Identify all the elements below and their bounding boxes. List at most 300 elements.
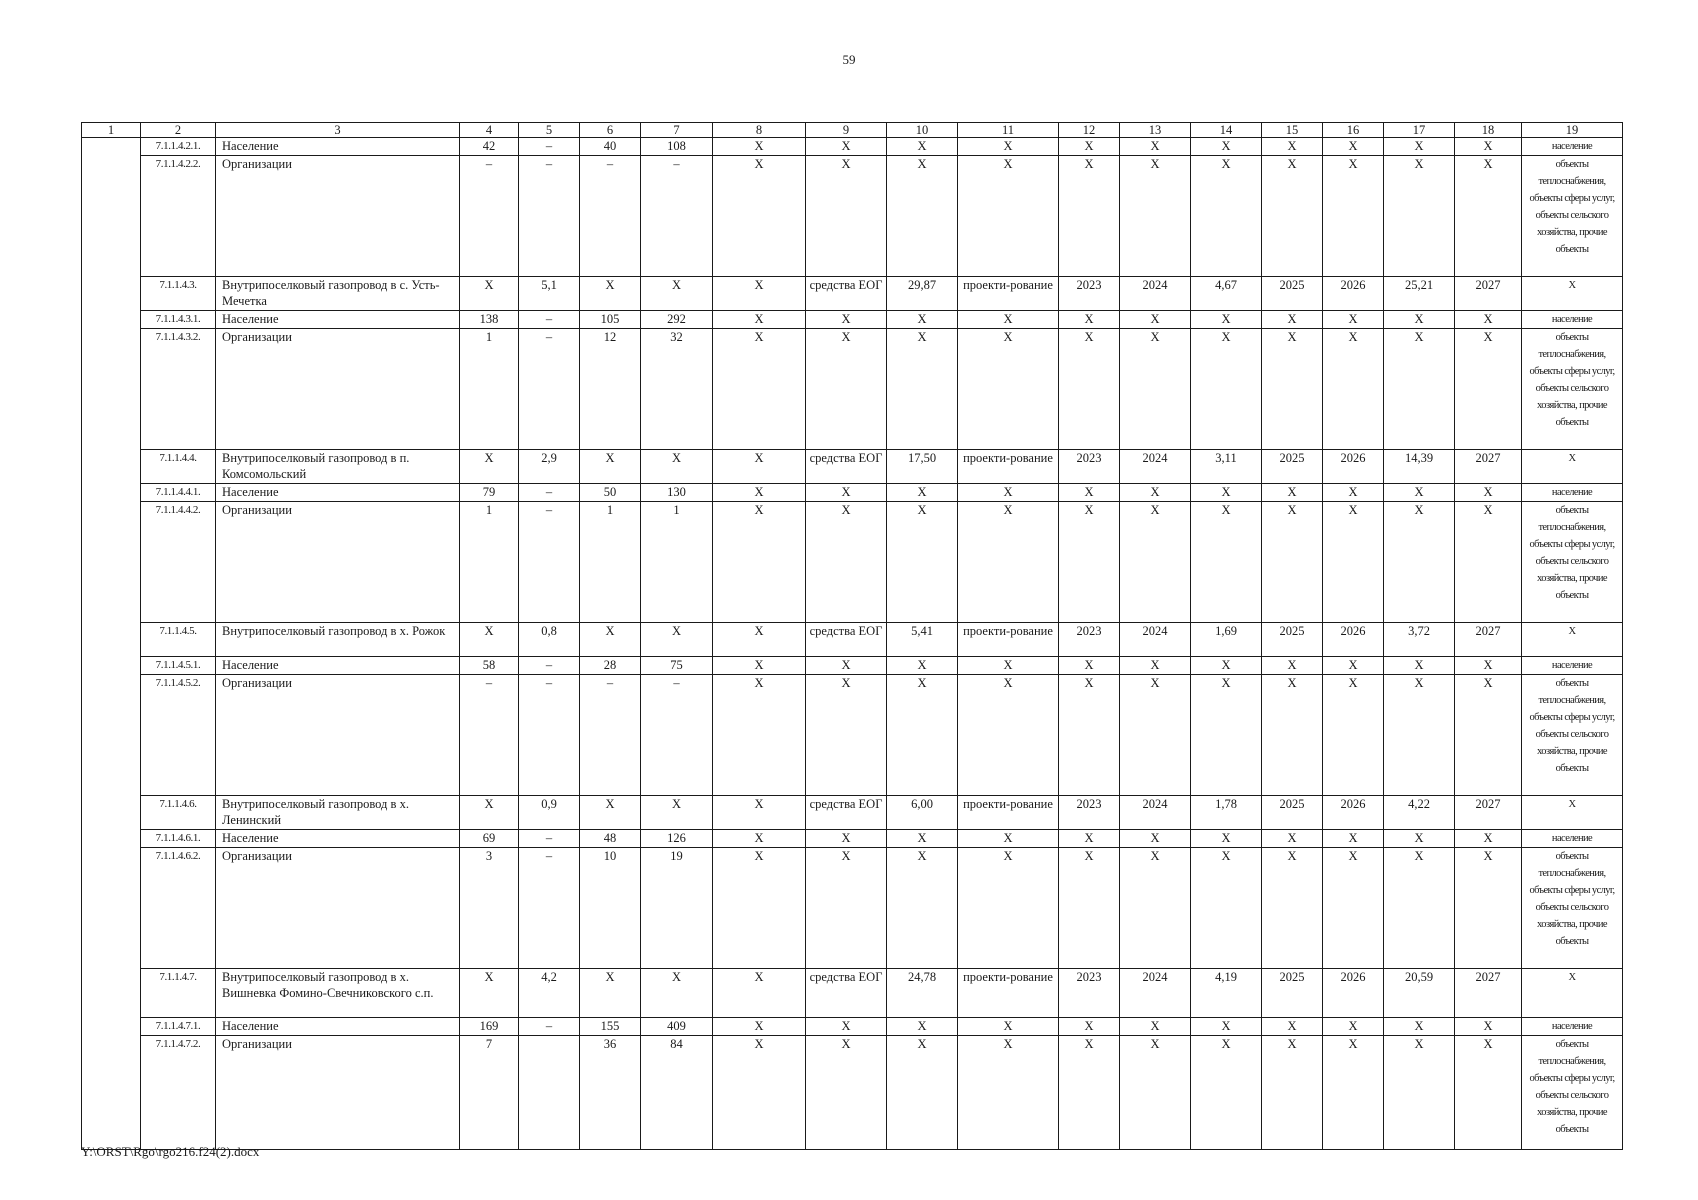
table-cell: Х xyxy=(1455,138,1522,156)
header-cell: 14 xyxy=(1191,123,1262,138)
table-cell: население xyxy=(1522,311,1623,329)
table-cell: Х xyxy=(887,156,958,277)
table-cell: 2025 xyxy=(1262,796,1323,830)
table-cell: 3,72 xyxy=(1384,623,1455,657)
header-cell: 15 xyxy=(1262,123,1323,138)
table-cell: Х xyxy=(641,277,713,311)
table-cell: Х xyxy=(1455,675,1522,796)
table-cell: Х xyxy=(887,1018,958,1036)
table-cell: 84 xyxy=(641,1036,713,1150)
table-cell: Х xyxy=(1120,311,1191,329)
table-cell: 6,00 xyxy=(887,796,958,830)
table-cell: 2027 xyxy=(1455,623,1522,657)
table-cell: 4,19 xyxy=(1191,969,1262,1018)
table-cell: средства ЕОГ xyxy=(806,450,887,484)
header-cell: 8 xyxy=(713,123,806,138)
table-row xyxy=(82,311,1623,329)
table-cell: – xyxy=(519,675,580,796)
table-cell: Х xyxy=(1384,502,1455,623)
table-cell: 1 xyxy=(641,502,713,623)
table-cell: Х xyxy=(460,450,519,484)
header-cell: 16 xyxy=(1323,123,1384,138)
table-cell: Х xyxy=(713,311,806,329)
table-cell: 2,9 xyxy=(519,450,580,484)
header-cell: 17 xyxy=(1384,123,1455,138)
table-cell: Х xyxy=(806,675,887,796)
table-cell: Х xyxy=(580,969,641,1018)
header-cell: 13 xyxy=(1120,123,1191,138)
table-cell: Х xyxy=(1059,502,1120,623)
table-cell: Х xyxy=(460,277,519,311)
table-cell: Х xyxy=(1455,1036,1522,1150)
table-cell: 14,39 xyxy=(1384,450,1455,484)
row-title-cell: Организации xyxy=(216,848,460,969)
table-cell: Х xyxy=(1262,156,1323,277)
table-cell: Х xyxy=(713,450,806,484)
table-cell: Х xyxy=(806,848,887,969)
table-cell: Х xyxy=(460,969,519,1018)
table-cell: Х xyxy=(1455,484,1522,502)
row-title-cell: Организации xyxy=(216,502,460,623)
table-cell: Х xyxy=(713,657,806,675)
table-row xyxy=(82,848,1623,969)
table-cell: 2024 xyxy=(1120,969,1191,1018)
table-cell: Х xyxy=(713,138,806,156)
table-cell: Х xyxy=(1191,502,1262,623)
table-cell: Х xyxy=(1262,502,1323,623)
table-cell: Х xyxy=(1522,277,1623,311)
table-cell: – xyxy=(519,484,580,502)
table-cell: Х xyxy=(1120,1018,1191,1036)
row-code-cell: 7.1.1.4.5.2. xyxy=(141,675,216,796)
table-cell: Х xyxy=(1384,329,1455,450)
table-cell: Х xyxy=(1323,311,1384,329)
table-cell: Х xyxy=(1455,1018,1522,1036)
table-cell: 1,78 xyxy=(1191,796,1262,830)
table-cell: Х xyxy=(1384,830,1455,848)
table-cell: Х xyxy=(1262,675,1323,796)
header-cell: 11 xyxy=(958,123,1059,138)
table-cell: 40 xyxy=(580,138,641,156)
table-cell: Х xyxy=(1323,329,1384,450)
table-cell: Х xyxy=(1323,502,1384,623)
table-body xyxy=(82,123,1623,1150)
table-cell: 5,1 xyxy=(519,277,580,311)
table-cell: Х xyxy=(958,848,1059,969)
table-cell: Х xyxy=(713,796,806,830)
row-code-cell: 7.1.1.4.4. xyxy=(141,450,216,484)
row-code-cell: 7.1.1.4.3.2. xyxy=(141,329,216,450)
table-cell: 4,67 xyxy=(1191,277,1262,311)
row-title-cell: Внутрипоселковый газопровод в х. Рожок xyxy=(216,623,460,657)
table-cell: проекти-рование xyxy=(958,969,1059,1018)
row-code-cell: 7.1.1.4.5.1. xyxy=(141,657,216,675)
table-cell: – xyxy=(519,156,580,277)
table-cell: Х xyxy=(806,138,887,156)
table-cell: Х xyxy=(1059,675,1120,796)
table-cell: Х xyxy=(806,830,887,848)
table-cell: Х xyxy=(1059,657,1120,675)
header-cell: 18 xyxy=(1455,123,1522,138)
table-cell: 2027 xyxy=(1455,450,1522,484)
table-cell: 5,41 xyxy=(887,623,958,657)
page-number: 59 xyxy=(842,52,856,67)
table-cell: – xyxy=(519,329,580,450)
table-cell: Х xyxy=(1323,1036,1384,1150)
table-cell: Х xyxy=(1384,138,1455,156)
table-cell: Х xyxy=(1384,311,1455,329)
table-cell: 2026 xyxy=(1323,969,1384,1018)
table-cell: Х xyxy=(806,657,887,675)
table-cell: Х xyxy=(887,1036,958,1150)
table-cell: Х xyxy=(958,484,1059,502)
table-cell: – xyxy=(519,657,580,675)
table-cell: Х xyxy=(958,1036,1059,1150)
table-cell: 69 xyxy=(460,830,519,848)
table-cell: Х xyxy=(887,311,958,329)
table-row xyxy=(82,796,1623,830)
table-cell: Х xyxy=(1323,138,1384,156)
table-cell: объекты теплоснабжения, объекты сферы услуг, объекты сельского хозяйства, прочие объекты xyxy=(1522,1036,1623,1150)
table-cell: Х xyxy=(713,1036,806,1150)
table-row xyxy=(82,1036,1623,1150)
table-cell: Х xyxy=(641,450,713,484)
table-cell: 2026 xyxy=(1323,277,1384,311)
table-row xyxy=(82,450,1623,484)
table-cell: 3,11 xyxy=(1191,450,1262,484)
table-cell: Х xyxy=(1059,1018,1120,1036)
table-cell: 2023 xyxy=(1059,450,1120,484)
table-cell: Х xyxy=(713,848,806,969)
table-cell: 2023 xyxy=(1059,277,1120,311)
table-cell: – xyxy=(580,156,641,277)
table-cell: Х xyxy=(1455,830,1522,848)
row-code-cell: 7.1.1.4.3.1. xyxy=(141,311,216,329)
table-cell: Х xyxy=(958,311,1059,329)
table-cell: Х xyxy=(958,657,1059,675)
table-cell: 2025 xyxy=(1262,277,1323,311)
row-code-cell: 7.1.1.4.6.2. xyxy=(141,848,216,969)
table-cell: Х xyxy=(460,623,519,657)
table-cell: 2025 xyxy=(1262,450,1323,484)
table-cell: население xyxy=(1522,830,1623,848)
table-cell: Х xyxy=(887,329,958,450)
table-cell: Х xyxy=(1059,484,1120,502)
table-cell: проекти-рование xyxy=(958,623,1059,657)
table-cell: 1 xyxy=(460,329,519,450)
table-cell: Х xyxy=(1455,848,1522,969)
row-code-cell: 7.1.1.4.7. xyxy=(141,969,216,1018)
table-cell: Х xyxy=(1120,848,1191,969)
table-row xyxy=(82,623,1623,657)
row-title-cell: Население xyxy=(216,1018,460,1036)
row-code-cell: 7.1.1.4.4.1. xyxy=(141,484,216,502)
row-code-cell: 7.1.1.4.7.2. xyxy=(141,1036,216,1150)
table-cell: 42 xyxy=(460,138,519,156)
table-cell: 2024 xyxy=(1120,450,1191,484)
table-cell: Х xyxy=(1384,484,1455,502)
table-cell: Х xyxy=(1191,675,1262,796)
table-cell: 126 xyxy=(641,830,713,848)
row-code-cell: 7.1.1.4.7.1. xyxy=(141,1018,216,1036)
table-cell: Х xyxy=(1262,1036,1323,1150)
table-cell: 169 xyxy=(460,1018,519,1036)
table-cell: Х xyxy=(1323,657,1384,675)
table-cell: 36 xyxy=(580,1036,641,1150)
table-cell: Х xyxy=(1262,848,1323,969)
table-cell: Х xyxy=(713,277,806,311)
table-cell: Х xyxy=(1120,156,1191,277)
table-cell: – xyxy=(641,675,713,796)
table-cell: 12 xyxy=(580,329,641,450)
table-cell: 1 xyxy=(580,502,641,623)
table-cell: Х xyxy=(958,830,1059,848)
row-code-cell: 7.1.1.4.4.2. xyxy=(141,502,216,623)
table-cell: Х xyxy=(1191,848,1262,969)
table-cell: Х xyxy=(1455,156,1522,277)
table-cell: объекты теплоснабжения, объекты сферы услуг, объекты сельского хозяйства, прочие объекты xyxy=(1522,156,1623,277)
table-row xyxy=(82,675,1623,796)
table-row xyxy=(82,138,1623,156)
table-cell: Х xyxy=(1262,329,1323,450)
table-cell: Х xyxy=(713,969,806,1018)
data-table xyxy=(81,122,1623,1150)
table-cell: Х xyxy=(1262,484,1323,502)
header-cell: 4 xyxy=(460,123,519,138)
table-cell: 20,59 xyxy=(1384,969,1455,1018)
header-cell: 2 xyxy=(141,123,216,138)
table-cell: 19 xyxy=(641,848,713,969)
table-cell: – xyxy=(460,156,519,277)
table-cell: Х xyxy=(1191,156,1262,277)
table-cell: Х xyxy=(1262,657,1323,675)
table-cell: 130 xyxy=(641,484,713,502)
table-cell: 2026 xyxy=(1323,450,1384,484)
table-cell: Х xyxy=(580,277,641,311)
row-title-cell: Население xyxy=(216,657,460,675)
table-cell: 25,21 xyxy=(1384,277,1455,311)
table-cell: Х xyxy=(1191,138,1262,156)
table-cell: Х xyxy=(958,156,1059,277)
row-title-cell: Организации xyxy=(216,156,460,277)
table-cell: Х xyxy=(1455,329,1522,450)
table-cell xyxy=(519,1036,580,1150)
table-cell: средства ЕОГ xyxy=(806,623,887,657)
table-cell: – xyxy=(519,311,580,329)
table-row xyxy=(82,1018,1623,1036)
table-row xyxy=(82,657,1623,675)
table-cell: средства ЕОГ xyxy=(806,277,887,311)
row-title-cell: Население xyxy=(216,484,460,502)
table-cell: 2023 xyxy=(1059,796,1120,830)
table-cell: Х xyxy=(806,329,887,450)
row-code-cell: 7.1.1.4.6. xyxy=(141,796,216,830)
table-cell: Х xyxy=(1262,1018,1323,1036)
table-cell: Х xyxy=(806,502,887,623)
table-cell: Х xyxy=(887,848,958,969)
table-cell: 2023 xyxy=(1059,969,1120,1018)
table-cell: проекти-рование xyxy=(958,450,1059,484)
table-cell: 1 xyxy=(460,502,519,623)
table-cell: проекти-рование xyxy=(958,277,1059,311)
table-cell: 138 xyxy=(460,311,519,329)
table-cell: 48 xyxy=(580,830,641,848)
table-cell: Х xyxy=(1059,156,1120,277)
table-cell: Х xyxy=(713,329,806,450)
table-cell: Х xyxy=(1059,848,1120,969)
table-cell: 7 xyxy=(460,1036,519,1150)
header-cell: 12 xyxy=(1059,123,1120,138)
table-cell: 2024 xyxy=(1120,623,1191,657)
table-cell: Х xyxy=(958,675,1059,796)
table-cell: Х xyxy=(713,1018,806,1036)
table-cell: Х xyxy=(1191,329,1262,450)
table-cell: Х xyxy=(1323,156,1384,277)
table-cell: Х xyxy=(887,675,958,796)
table-cell: Х xyxy=(1059,1036,1120,1150)
table-cell: объекты теплоснабжения, объекты сферы услуг, объекты сельского хозяйства, прочие объекты xyxy=(1522,848,1623,969)
table-cell: Х xyxy=(713,830,806,848)
table-cell: 2025 xyxy=(1262,969,1323,1018)
table-cell: 155 xyxy=(580,1018,641,1036)
table-cell: Х xyxy=(806,1036,887,1150)
table-cell: Х xyxy=(887,830,958,848)
header-cell: 19 xyxy=(1522,123,1623,138)
header-cell: 9 xyxy=(806,123,887,138)
table-cell: 0,8 xyxy=(519,623,580,657)
table-row xyxy=(82,969,1623,1018)
table-cell: Х xyxy=(1059,329,1120,450)
table-cell: 292 xyxy=(641,311,713,329)
table-row xyxy=(82,830,1623,848)
table-cell: Х xyxy=(806,484,887,502)
table-cell: Х xyxy=(958,329,1059,450)
table-cell: Х xyxy=(713,623,806,657)
row-title-cell: Внутрипоселковый газопровод в х. Ленинский xyxy=(216,796,460,830)
table-cell: Х xyxy=(887,138,958,156)
table-cell: – xyxy=(519,830,580,848)
row-code-cell: 7.1.1.4.3. xyxy=(141,277,216,311)
table-cell: объекты теплоснабжения, объекты сферы услуг, объекты сельского хозяйства, прочие объекты xyxy=(1522,329,1623,450)
table-cell: 2025 xyxy=(1262,623,1323,657)
table-cell: Х xyxy=(1120,675,1191,796)
table-cell: Х xyxy=(1522,796,1623,830)
footer-file-path: Y:\ORST\Rgo\rgo216.f24(2).docx xyxy=(81,1144,260,1159)
table-cell: Х xyxy=(1059,138,1120,156)
table-cell: Х xyxy=(1191,484,1262,502)
table-cell: 2027 xyxy=(1455,277,1522,311)
table-cell: Х xyxy=(887,484,958,502)
table-cell: Х xyxy=(1323,1018,1384,1036)
table-cell: Х xyxy=(1323,830,1384,848)
table-cell: – xyxy=(519,502,580,623)
table-cell: – xyxy=(519,848,580,969)
table-cell: 3 xyxy=(460,848,519,969)
table-cell: Х xyxy=(1120,138,1191,156)
table-cell: 28 xyxy=(580,657,641,675)
table-cell: средства ЕОГ xyxy=(806,796,887,830)
table-cell: объекты теплоснабжения, объекты сферы услуг, объекты сельского хозяйства, прочие объекты xyxy=(1522,675,1623,796)
header-cell: 10 xyxy=(887,123,958,138)
table-cell: Х xyxy=(641,796,713,830)
table-cell: 2023 xyxy=(1059,623,1120,657)
row-code-cell: 7.1.1.4.2.2. xyxy=(141,156,216,277)
row-title-cell: Внутрипоселковый газопровод в п. Комсомольский xyxy=(216,450,460,484)
table-cell: 24,78 xyxy=(887,969,958,1018)
table-cell: – xyxy=(641,156,713,277)
table-cell: Х xyxy=(580,796,641,830)
table-cell: объекты теплоснабжения, объекты сферы услуг, объекты сельского хозяйства, прочие объекты xyxy=(1522,502,1623,623)
table-cell: Х xyxy=(1323,848,1384,969)
table-cell: Х xyxy=(1522,450,1623,484)
table-cell: Х xyxy=(1522,969,1623,1018)
row-code-cell: 7.1.1.4.5. xyxy=(141,623,216,657)
table-cell: Х xyxy=(1455,657,1522,675)
table-cell: Х xyxy=(1384,675,1455,796)
table-cell: 75 xyxy=(641,657,713,675)
row-title-cell: Население xyxy=(216,830,460,848)
table-cell: 10 xyxy=(580,848,641,969)
table-cell: средства ЕОГ xyxy=(806,969,887,1018)
table-cell: Х xyxy=(1384,1036,1455,1150)
row-code-cell: 7.1.1.4.2.1. xyxy=(141,138,216,156)
table-cell: 108 xyxy=(641,138,713,156)
table-cell: Х xyxy=(1323,484,1384,502)
table-row xyxy=(82,277,1623,311)
table-cell: Х xyxy=(1120,1036,1191,1150)
table-cell: – xyxy=(519,138,580,156)
table-cell: Х xyxy=(713,502,806,623)
table-cell: 79 xyxy=(460,484,519,502)
column-1-cell xyxy=(82,138,141,1150)
table-cell: 2027 xyxy=(1455,796,1522,830)
table-cell: 105 xyxy=(580,311,641,329)
table-cell: Х xyxy=(887,502,958,623)
table-cell: Х xyxy=(806,311,887,329)
table-cell: 2027 xyxy=(1455,969,1522,1018)
table-cell: 17,50 xyxy=(887,450,958,484)
row-title-cell: Внутрипоселковый газопровод в х. Вишневка Фомино-Свечниковского с.п. xyxy=(216,969,460,1018)
table-row xyxy=(82,156,1623,277)
table-cell: Х xyxy=(1455,502,1522,623)
table-cell: Х xyxy=(1384,156,1455,277)
table-cell: Х xyxy=(1120,830,1191,848)
table-cell: население xyxy=(1522,484,1623,502)
table-cell: Х xyxy=(1384,848,1455,969)
row-title-cell: Организации xyxy=(216,1036,460,1150)
row-title-cell: Население xyxy=(216,311,460,329)
table-cell: – xyxy=(580,675,641,796)
row-title-cell: Организации xyxy=(216,329,460,450)
table-cell: Х xyxy=(713,484,806,502)
table-cell: Х xyxy=(1262,311,1323,329)
table-cell: Х xyxy=(1120,502,1191,623)
table-row xyxy=(82,484,1623,502)
table-cell: 29,87 xyxy=(887,277,958,311)
table-cell: 409 xyxy=(641,1018,713,1036)
table-cell: 2026 xyxy=(1323,796,1384,830)
table-cell: 2024 xyxy=(1120,277,1191,311)
table-cell: Х xyxy=(713,675,806,796)
table-cell: Х xyxy=(580,450,641,484)
table-cell: Х xyxy=(460,796,519,830)
table-header-row xyxy=(82,123,1623,138)
table-cell: Х xyxy=(1522,623,1623,657)
table-cell: 0,9 xyxy=(519,796,580,830)
row-title-cell: Внутрипоселковый газопровод в с. Усть-Мечетка xyxy=(216,277,460,311)
table-cell: население xyxy=(1522,657,1623,675)
table-cell: Х xyxy=(1455,311,1522,329)
